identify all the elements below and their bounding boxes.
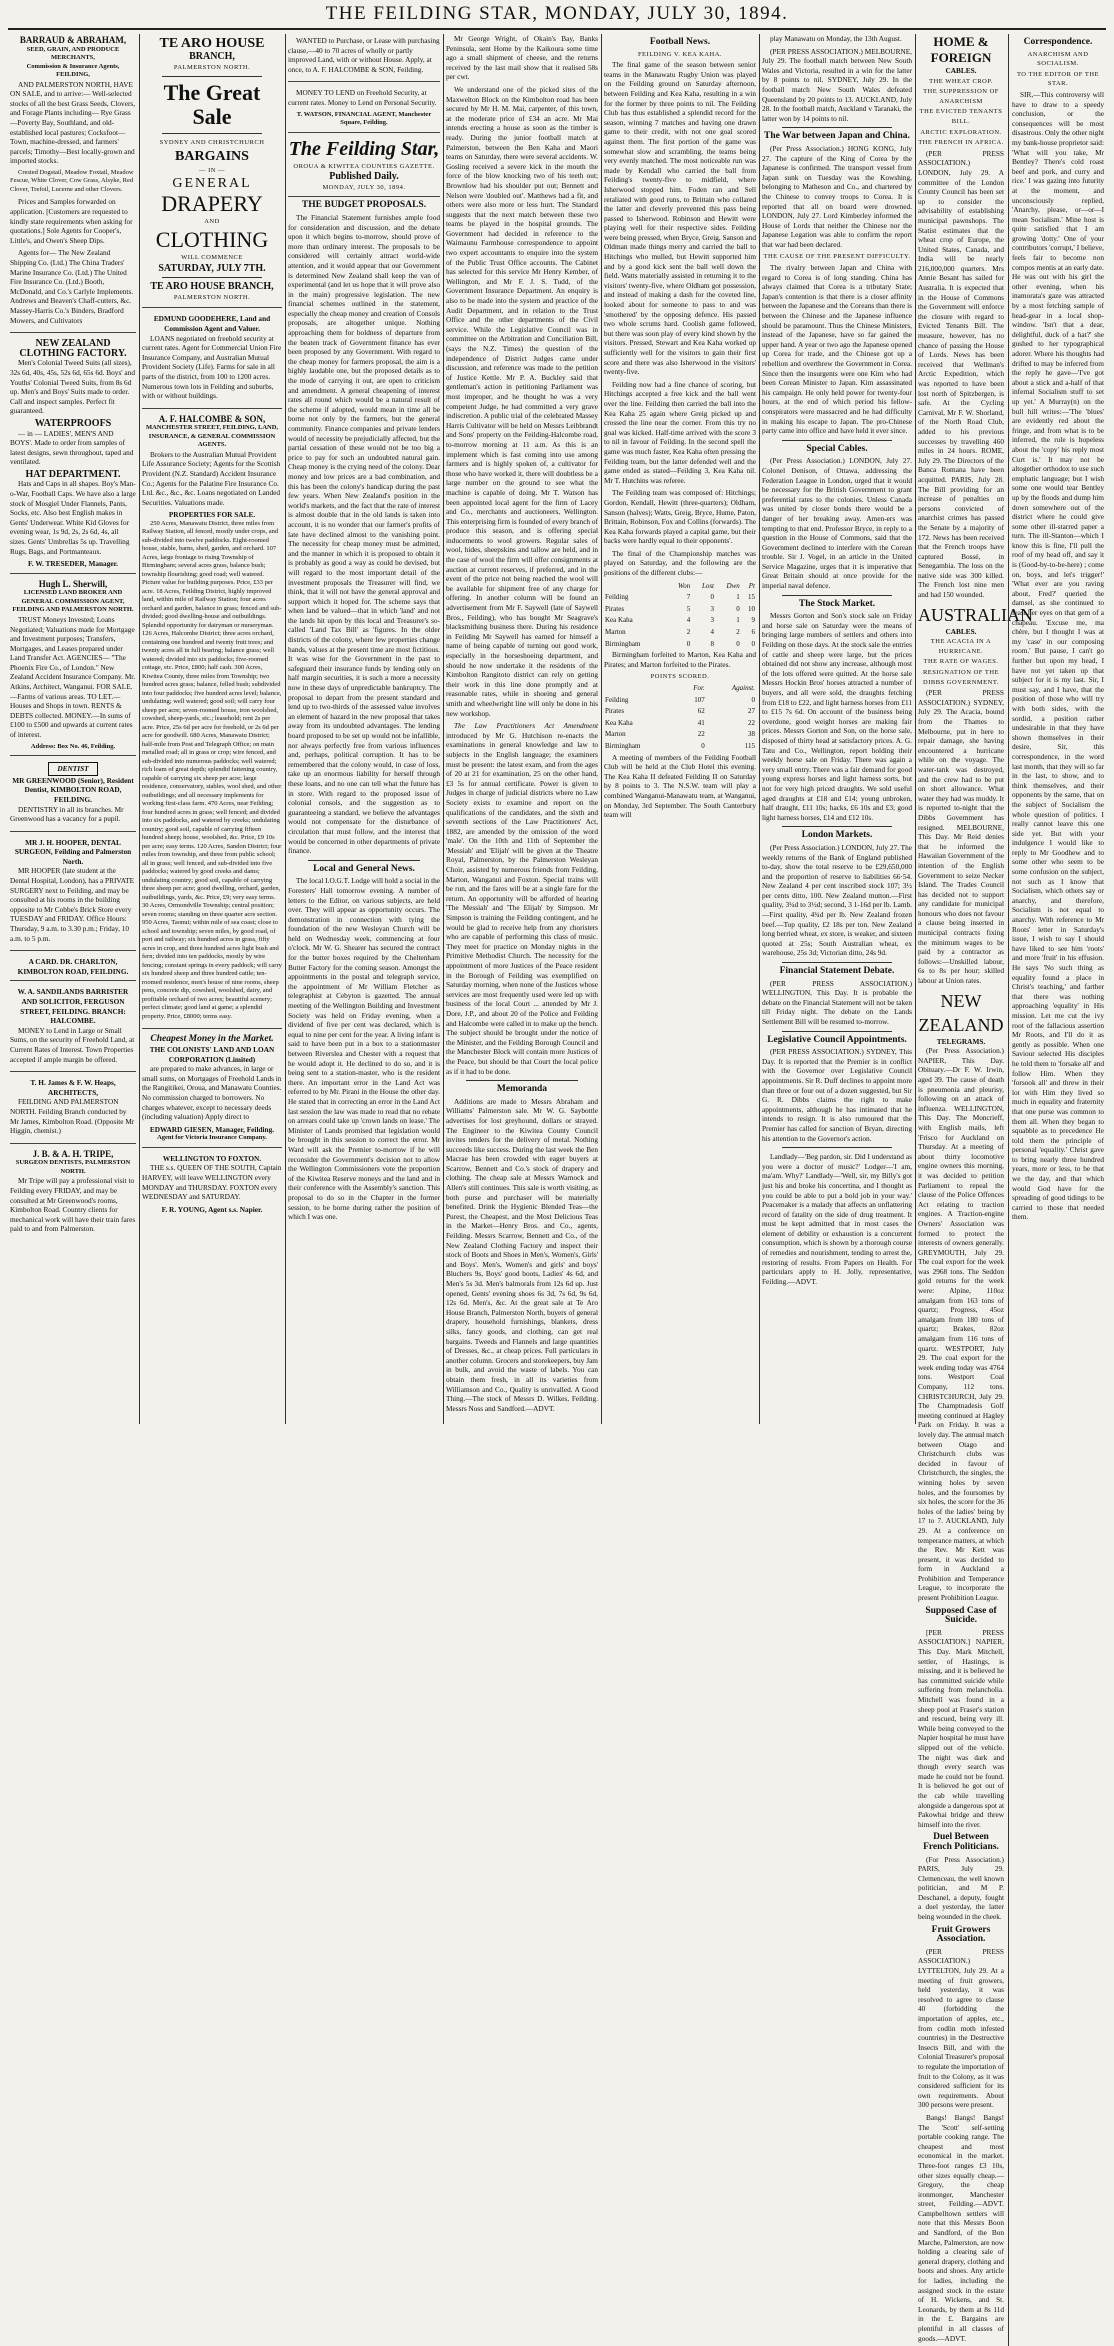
article-headline: Legislative Council Appointments. <box>767 1034 907 1045</box>
section-title: AUSTRALIAN <box>918 604 1033 625</box>
column-divider <box>139 34 140 1424</box>
championship-table-cell: 0 <box>736 639 740 648</box>
points-table-cell: 0 <box>751 695 755 704</box>
divider <box>782 1031 892 1032</box>
article-body: (Per Press Association.) LONDON, July 27. The weekly returns of the Bank of England published to-day, show the total reserve to be £29,650,000 and the proportion of reserve to liabilities 66·54. New Zealand 4 per cent inscribed stock 107; 3½ per cents ditto, 100. New Zealand mutton.—First quality, 3¼d to 3½d; second, 3 1-16d per lb. Lamb.—First quality, 4¾d per lb. New Zealand frozen beef.—Top quality, £2 18s per ton. New Zealand long berried wheat, ex store, is weaker, and sixteen quoted at 25s; South Australian wheat, ex warehouse, 25s 3d; Victorian ditto, 24s 9d. <box>762 842 912 958</box>
ad-subhead: PROPERTIES FOR SALE. <box>168 510 256 520</box>
ad-body: Mr Tripe will pay a professional visit to Feilding every FRIDAY, and may be consulted at Mr Greenwood's rooms, Kimbolton Road. Country clients for mechanical work will have their train fares paid to and from Palmerston. <box>10 1176 136 1234</box>
points-table-cell: 38 <box>748 730 755 739</box>
section-subtitle: CABLES. <box>945 66 977 75</box>
article-body: A meeting of members of the Feilding Football Club will be held at the Club Hotel this evening. The Kea Kaha II defeated Feilding II on Saturday by 8 points to 3. The N.S.W. team will play a combined Wanganui-Manawatu team, at Wanganui, on Monday, 3rd September. The South Canterbury team will <box>604 752 756 820</box>
divider <box>782 962 892 963</box>
article-body: We understand one of the picked sites of the Maxwelton Block on the Kimbolton road has been secured by Mr H. M. Mai, carpenter, of this town, at the moderate price of £34 an acre. Mr Mai intends erecting a house as soon as the timber is ready. During the junior football match at Palmerston, between the Ben Kaha and Maori teams on Saturday, there were several accidents. W. Gosling received a severe kick in the mouth the force of the blow knocking two of his teeth out; Brownlow had his shoulder put out; Bennett and Nelson were 'doubled out'. Matthews had a fit, and others were also more or less hurt. The Standard suggests that the next match between these two teams be played in the hospital grounds. The Government had decided in reference to the Waimaunu Farmhouse correspondence to appoint two expert accountants to enquire into the system of the Public Trust Office accounts. The Cabinet has selected for this service Mr Henry Kember, of Wellington, and Mr F. J. S. Tudd, of the Government Insurance Department. An enquiry is also to be made into the system and practice of the Audit Department, and in relation to the Trust Office and the other departments of the Civil service. While the Legislative Council was in committee on the Arbitration and Conciliation Bill, (says the N.Z. Times) the question of the independence of District Judges came under discussion, and reference was made to the petition of Justice Kettle. Mr P. A. Buckley said that gentleman's action in petitioning Parliament was most improper, and he thought he was a very competent Judge, he had committed a very grave indiscretion. A public trial of the celebrated Massey Harris Cultivator will be held on Messrs Leibbrandt and Sons' property on the Feilding-Halcombe road, to-morrow morning at 11 a.m. As this is an implement which is fast coming into use among farmers and is highly spoken of, a cultivator for those who have worked it, there will doubtless be a large number on the ground to see what the machine is capable of doing. Mr T. Watson has been appointed local agent for the firm of Lacey and Co., merchants and auctioneers, Wellington. This enterprising firm is founded of every branch of produce this season, and is offering special inducements to wool growers. Regular sales of wool, hides, sheepskins and tallow are held, and in the case of wool the firm will offer consignments at auction at current reserves, if preferred, and in the event of the price not being reached the wool will be available for shipment free of any charge for offering. In another column will be found an advertisement from Mr F. Saywell (late of Saywell Bros., Feilding), who has bought Mr Seagrave's blacksmithing business there. During his residence in Feilding Mr Saywell has earned for himself a name of being capable of turning out good work, especially in the horseshoeing department, and should he now undertake it the residents of the Kimbolton Rangitoto district can rely on getting their work in this line done promptly and at reasonable rates, while in shoeing and general smith and wheelwright line will only be done in his new workshop. <box>446 84 598 718</box>
topic-line: THE SUPPRESSION OF ANARCHISM <box>923 88 999 105</box>
ad-line: BARGAINS <box>175 148 249 164</box>
ad-line: AND <box>204 218 220 226</box>
ad-subtitle: MANCHESTER STREET, FEILDING, LAND, INSURANCE, & GENERAL COMMISSION AGENTS. <box>145 424 279 449</box>
article-headline: Fruit Growers Association. <box>931 1924 991 1945</box>
column-divider <box>443 34 444 1424</box>
ad-signature: T. WATSON, FINANCIAL AGENT, Manchester Square, Feilding. <box>296 110 432 127</box>
ad-body: DENTISTRY in all its branches. Mr Greenwood has a vacancy for a pupil. <box>10 804 124 824</box>
article-body: (PER PRESS ASSOCIATION.) MELBOURNE, July 29. The football match between New South Wales and Victoria, resulted in a win for the latter by 8 points to nil. SYDNEY, July 29. In the football match New South Wales defeated Queensland by 20 points to 13. AUCKLAND, July 28. In the football match, Auckland v Taranaki, the latter won by 14 points to nil. <box>762 46 912 123</box>
points-table-cell: Feilding <box>605 695 629 704</box>
championship-table-cell: 2 <box>736 628 740 637</box>
article-body: Landlady—'Beg pardon, sir. Did I understand as you were a doctor of music?' Lodger—'I am, ma'am. Why?' Landlady—'Well, sir, my Billy's got just his and broke his concertina, and I thought as you could be able to put a bold job in your way.' Peacemaker is a malady that affects an unflattering record of fatality on the side of drug treatment. It must be kept admitted that in most cases the element of debility or exhaustion is a concurrent consumption, which is shown by a thorough course of remedies and nourishment, tending to arrest the, restoring of results. From Papers on Health. For particulars apply to H. Jolly, representative, Feilding.—ADVT. <box>762 1152 912 1286</box>
ad-subtitle: LICENSED LAND BROKER AND GENERAL COMMISSION AGENT, FEILDING AND PALMERSTON NORTH. <box>12 589 134 614</box>
ad-tripe <box>10 1148 136 1241</box>
article-subhead: ANARCHISM AND SOCIALISM. <box>1027 50 1089 68</box>
column-5 <box>604 34 756 1424</box>
article-headline: Correspondence. <box>1023 37 1093 47</box>
points-table-cell: 107 <box>694 695 705 704</box>
article-subhead: FEILDING V. KEA KAHA. <box>637 50 723 58</box>
ad-subtitle: SEED, GRAIN, AND PRODUCE MERCHANTS, <box>26 45 120 62</box>
championship-table <box>604 581 756 651</box>
ad-body: MR HOOPER (late student at the Dental Hospital, London), has a PRIVATE SURGERY next to Feilding, and may be consulted at his rooms in the building opposite to Mr Cobbe's Brick Store every TUESDAY and FRIDAY. Office Hours: Thursday, 9 a.m. to 3.30 p.m.; Friday, 10 a.m. to 5 p.m. <box>10 866 135 943</box>
points-table-cell: 27 <box>748 707 755 716</box>
ad-line: CLOTHING <box>155 226 269 252</box>
points-table-cell: 115 <box>744 741 755 750</box>
points-table-cell: 41 <box>697 718 705 727</box>
ad-goodehere <box>142 312 282 408</box>
topic-line: ARCTIC EXPLORATION. <box>920 128 1002 136</box>
column-divider <box>285 34 286 1424</box>
ad-body: TRUST Moneys Invested; Loans Negotiated; Valuations made for Mortgage and Investment purposes; Transfers, Mortgages, and Leases prepared under Land Transfer Act. AGENCIES— "The Phoenix Fire Co., of London." New Zealand Accident Insurance Company. Mr. Atkins, Architect, Wanganui. FOR SALE.—Farms of various areas. TO LET.—Houses and Shops in town. RENTS & DEBTS collected. MONEY.—In sums of £100 to £500 and upwards at current rates of interest. <box>10 614 136 740</box>
ad-title: T. H. James & F. W. Heaps, ARCHITECTS, <box>30 1078 116 1097</box>
championship-table-header-cell: Dwn <box>726 581 740 590</box>
championship-table-cell: 10 <box>748 604 755 613</box>
ad-body: Men's Colonial Tweed Suits (all sizes), 32s 6d, 40s, 45s, 52s 6d, 65s 6d. Boys' and Youths' Colonial Tweed Suits, from 8s 6d up. Men's and Boys' Suits made to order. Call and inspect samples. Perfect fit guaranteed. <box>10 358 135 416</box>
article-body: Birmingham forfeited to Marton, Kea Kaha and Pirates; and Marton forfeited to the Pirates. <box>604 650 756 669</box>
points-table-header-cell <box>604 683 679 695</box>
article-headline: Football News. <box>649 37 711 47</box>
ad-body: MONEY to Lend in Large or Small Sums, on the security of Freehold Land, at Current Rates of Interest. Town Properties accepted if ample margin be offered. <box>10 1025 135 1064</box>
championship-table-cell: Feilding <box>605 593 629 602</box>
article-headline: Local and General News. <box>313 863 415 874</box>
points-table-row <box>604 695 756 707</box>
points-table-row <box>604 718 756 730</box>
championship-table-cell: 7 <box>686 593 691 602</box>
topic-line: THE FRENCH IN AFRICA. <box>918 139 1004 147</box>
ad-queen-of-south <box>142 1152 282 1219</box>
divider <box>782 1147 892 1148</box>
column-2 <box>142 34 282 1424</box>
dentist-logo: DENTIST <box>48 762 97 776</box>
championship-table-header-cell: Lost <box>701 581 714 590</box>
divider <box>782 440 892 441</box>
ad-barraud <box>10 34 136 333</box>
championship-table-cell: 15 <box>748 593 755 602</box>
column-divider <box>759 34 760 1424</box>
column-6 <box>762 34 912 1424</box>
ad-sandilands <box>10 985 136 1072</box>
championship-table-header-cell <box>604 581 667 593</box>
ad-body: Brokers to the Australian Mutual Provident Life Assurance Society; Agents for the Scottish Provident (N.Z. Standard) Accident Insurance Co.; Agents for the Palatine Fire Insurance Co. Ltd. &c., &c., &c. Loans negotiated on Landed Securities. Valuations made. <box>142 449 281 507</box>
article-headline: The Stock Market. <box>798 598 876 609</box>
column-divider <box>601 34 602 1424</box>
championship-table-cell: 0 <box>736 604 740 613</box>
section-subtitle: CABLES. <box>945 626 977 636</box>
championship-table-cell: 1 <box>736 616 740 625</box>
ad-body: are prepared to make advances, in large or small sums, on Mortgages of Freehold Lands in the Rangitikei, Oroua, and Manawatu Counties. No commission charged to borrowers. No charges whatever, except to necessary deeds (including valuation) Apply direct to <box>142 1064 282 1122</box>
article-body: SIR,—This controversy will have to draw to a speedy conclusion, or the consequences will be most disastrous. Only the other night my bank-house proprietor said: 'What will you take, Mr Bentley? There's cold roast beef and pork, and curry and rice.' I was gazing into futurity at the moment, and unconsciously replied, 'Anarchy, please, or—or—I mean Socialism.' Mine host is quite satisfied that I am growing 'dotty.' One of your contributors 'corrupt,' I believe, feels fair to become non compos mentis at an early date. He was out with his girl the other evening, when his inamorata's gaze was attracted by a most fetching sample of head-gear in a local shop-window. 'Isn't that a dear, delightful, duck of a hat?' she gushed to her typographical adorer. Where his thoughts had drifted to may be inferred from the reply he gave—'I've got about a stick and a-half of that infernal Socialism stuff to set up yet.' A Murray(n) on the bull hill writes:—'The 'blues' are evidently red about the fringe, and from what is to be inferred, the rule is hopeless about the 'copy' his reply most Curt is.' It may not be altogether orthodox to use such emphatic language; but I wish some one would tear Bentley up by the floods and dump him down somewhere out of the district where he could give some other ill-starred paper a turn. The ill-Stanton—which I know this is fine, I'll pull the roof of my head off, and say it is (Good-by-to-be-here) ; come on, boys, and let's trigger!' 'What ever are you raving about, Fred?' queried the damsel, as she continued to feast her eyes on that gem of a chapeau. 'Excuse me, ma chère, but I thought I was at my 'case' in our composing room.' But pause, I can't go further but upon my head, I have not yet taken up that subject for it is my last. Sir, I must say, and I have, that the position of those who will try with both sides, with the sordid, a position rather undesirable in that they have shown themselves in their desire, Sir, this correspondence, in the word last month, that they will so far in the last, to show, and to think themselves, and their opponents by the same, that on the subject of Socialism the whole question of politics. I really cannot leave this one side yet. But with your indulgence I would like to reply to Mr Goodhew and to some other who seem to be some confusion on the subject, not such as I know that Socialism, which others say or anarchy, and therefore, Socialism is not equal to anarchy. With reference to Mr Roots' letter in Saturday's issue, I wish to say I should have liked to see him 'roots' and more 'fruit' in his effusion. He says 'No such thing as equality found a place in Christ's teaching,' and farther that there was nothing approaching 'equality' in His mission. Let me cut the ivy root of the fallacious assertion Mr Roots, and I'll do it as gently as possible. When one Saviour selected His disciples he told them to 'forsake all' and follow Him. When they 'forsook all' and threw in their lot with Him they lived so much in equality and fraternity that one purse was common to them all. When they began to squabble as to precedence He told them the principle of personal 'equality.' Christ gave to bring nearly three hundred years, more or less, to be that we the day, and that which would God have for the spreading of good tidings to be carried to those that needed them. <box>1012 89 1104 1222</box>
article-body: Bangs! Bangs! Bangs! The 'Scott' self-setting portable cooking range. The cheapest and most economical in the market. Three-foot ranges £3 10s, other sizes equally cheap.—Gregory, the cheap ironmonger, Manchester street, Feilding.—ADVT. Campbelltown settlers will note that this Messrs Boon and Sandford, of the Bon Marche, Palmerston, are now holding a clearing sale of general drapery, clothing and boots and shoes. Any article for ladies, including the assigned stock in the estate of H. Wickens, and St. Leonards, by them at 8s 11d in the £. Bargains are plentiful in all classes of goods.—ADVT. <box>918 2112 1004 2343</box>
article-body: Additions are made to Messrs Abraham and Williams' Palmerston sale. Mr W. G. Saybottle advertises for lost greyhound, dollars or strayed. The Engineer to the Kiwitea County Council invites tenders for the delivery of metal. Nothing succeeds like success. During the last week the Ben Macrae has been crowded with eager buyers at Scarrow, Bennett and Co.'s stock of drapery and clothing. The cheap sale at Messrs Warnock and Allen's still continues. This sale is worth visiting, as both purse and purchaser will be materially benefited. Drink the Hygienic Blended Teas—the Purest, the Cheapest, and the Most Delicious Teas in the Market—Henry Bros. and Co., agents, Feilding. Messrs Scarrow, Bennett and Co., of the New Zealand Clothing Factory and inspect their stock of Boots and Shoes in Men's, Women's, Girls' and Boys'. Men's, Women's and girls' and boys' Bluchers 9s, Boys' good boots, Ladies' 4s 6d, and Men's 5s 3d. Men's balmorals from 12s 6d up. Just opened, Gents' evening shoes 6s 3d, 7s 6d, 9s 6d, 12s 6d. Men's, &c. At the great sale at Te Aro House Branch, Palmerston North, buyers of general drapery, household furnishings, blankets, dress silks, fancy goods, and clothing, can get real bargains. Tweeds and Flannels and large quantities of Dresses, &c., at cheap prices. Full particulars in another column. Grocers and storekeepers, buy Jam in bulk, and avoid the waste of labels. You can obtain them fresh, in all its varieties from Williamson and Co., Quality is unrivalled. A Good Thing.—The stock of Messrs D. Wilkes, Feilding. Messrs Noss and Sandford.—ADVT. <box>446 1096 598 1413</box>
ad-title: A CARD. DR. CHARLTON, KIMBOLTON ROAD, FEILDING. <box>17 957 129 976</box>
section-title: NEW ZEALAND <box>918 990 1004 1035</box>
divider <box>162 133 262 134</box>
championship-table-header-cell: Pt <box>748 581 755 590</box>
ad-line: — IN — <box>198 166 226 174</box>
topic-line: THE EVICTED TENANTS BILL. <box>919 108 1003 125</box>
championship-table-cell: 8 <box>710 639 714 648</box>
article-headline: The War between Japan and China. <box>764 131 910 142</box>
divider <box>162 277 262 278</box>
ad-greenwood <box>10 760 136 832</box>
ad-body: — in — LADIES', MEN'S AND BOYS'. Made to order from samples of latest designs, sewn throughout, taped and ventilated. <box>10 428 134 467</box>
ad-line: TE ARO HOUSE BRANCH, <box>150 281 274 293</box>
paper-date: MONDAY, JULY 30, 1894. <box>322 183 406 191</box>
column-4 <box>446 34 598 1424</box>
column-7 <box>918 34 1104 2343</box>
article-body: (Per Press Association.) HONG KONG, July 27. The capture of the King of Corea by the Japanese is confirmed. The transport vessel from Japan sunk on Tuesday was the Kowshing, belonging to Matheson and Co., and chartered by the Chinese to convey troops to Corea. It is reported that all on board were drowned. LONDON, July 27. Lord Kimberley informed the House of Lords that neither the Chinese nor the Japanese Legation was able to confirm the report that war had been declared. <box>762 143 912 249</box>
ad-subtitle: BRANCH, <box>189 51 235 62</box>
ad-halcombe <box>142 413 282 1030</box>
championship-table-cell: 0 <box>686 639 691 648</box>
masthead-title: THE FEILDING STAR, MONDAY, JULY 30, 1894. <box>325 3 789 24</box>
article-body: (PER PRESS ASSOCIATION.) LONDON, July 29. A committee of the London County Council has been set up to consider the advisability of establishing municipal pawnshops. The Statist estimates that the wheat crop of Europe, the United States, Canada, and India will be nearly 216,000,000 quarters. Mrs Annie Besant has sailed for Australia. It is expected that in the House of Commons the Government will enforce the closure with regard to Evicted Tenants Bill. The measure, however, has no chance of passing the House of Lords. News has been received that Wellman's Arctic Expedition, which was reported to have been lost north of Spitzbergen, is safe. At the Cycling Carnival, Mr F. W. Shorland, of the North Road Club, added to his previous successes by travelling 460 miles in 24 hours. ROME, July 29. The Directors of the Banca Romana have been acquitted. PARIS, July 28. The Bill providing for an increase of penalties on persons convicted of anarchist crimes has passed the Senate by a majority of 172. News has been received that the French troops have captured Bossé, in Senegambia. The loss on the native side was 300 killed. The French lost nine men and had 150 wounded. <box>918 148 1004 600</box>
ad-line: GENERAL <box>172 176 252 192</box>
ad-subtitle: Commission & Insurance Agents, FEILDING, <box>26 62 120 79</box>
article-subhead: TO THE EDITOR OF THE STAR. <box>1016 70 1100 88</box>
article-subhead: THE CAUSE OF THE PRESENT DIFFICULTY. <box>763 253 911 261</box>
ad-body: 250 Acres, Manawatu District, three miles from Railway Station, all fenced, mostly under crops, and sub-divided into twelve paddocks. Eight-roomed house, stable, barns, shed, garden, and orchard. 107 Acres, large frontage to rising Township of Birmingham; several acres grass, balance bush; township flourishing; good road; well watered. Picture value for building purposes. Price, £33 per acre. 18 Acres, Feilding District, highly improved land, within mile of Railway Station; four acres orchard and garden, balance in grass; fenced and sub-divided; good dwelling-house and outbuildings. Splendid opportunity for dairyman or nurseryman. 126 Acres, Halcombe District; three acres orchard, containing one hundred and twenty fruit trees; and twenty acres all in full bearing; balance grass; well watered; divided into six paddocks; five-roomed cottage, etc. Price, £800; half cash. 300 Acres, Kiwitea County, three miles from Township; two hundred acres grass; balance, felled bush; subdivided into four paddocks; five hundred acres level; balance, undulating; well watered; good soil; will carry four sheep per acre; seven-roomed house, iron woolshed, cowshed, sheep-yards, etc.; leasehold; rent 2s per acre. Price, 25s 6d per acre for freehold, or 2s 6d per acre for goodwill. 680 Acres, Manawatu District; half-mile from Post and Telegraph Office; on main metalled road; all in grass or crop; wire fenced, and sub-divided into numerous paddocks; well watered; rich loam of great depth; splendid fattening country, capable of carrying six sheep per acre; large residence, conservatory, stables, wool shed, and other outbuildings; and all necessary implements for working first-class farm. 470 Acres, near Feilding; four hundred acres in grass; well fenced; and divided into six paddocks, and watered by creeks; undulating country; good soil, capable of carrying fifteen hundred sheep; house, woolshed, &c. Price, £9 10s per acre; easy terms. 120 Acres, Sandon District; four miles from township, and three from public school; all in grass; well fenced, and sub-divided into five paddocks; watered by good creeks and dams; undulating country; good soil, capable of carrying three sheep per acre; good dwelling, orchard, garden, outbuildings, yards, &c. Price, £9; very easy terms. 30 Acres, Ormondville Township; central position; seven rooms; standing on three quarter acre section. 950 Acres, Taonui; within mile of sea coast; close to school and township; seven miles, by good road, of port and railway; six hundred acres in grass, fifty acres in crop, and three hundred acres light bush and fern; divided into ten paddocks, mostly by wire fencing; constant springs in every paddock; will carry six hundred sheep and three hundred cattle; ten-roomed residence, men's house of nine rooms, sheep pens, concrete dip, cowshed, woolshed, dairy, and profitable orchard of two acres; beautiful scenery; perfect climate; good land at game; a splendid property. Price, £8000; terms easy. <box>142 519 282 1020</box>
championship-table-row <box>604 639 756 651</box>
ad-watson <box>288 86 440 132</box>
ad-body: Agents for— The New Zealand Shipping Co. (Ltd.) The China Traders' Marine Insurance Co. (Ltd.) The United Fire Insurance Co. (Ltd.) Booth, McDonald, and Co.'s Carlyle Implements. Andrews and Beaven's Chaff-cutters, &c. Massey-Harris Co.'s Binders, Bradford Mowers, and Cultivators <box>10 248 134 325</box>
article-body: Messrs Gorton and Son's stock sale on Friday and horse sale on Saturday were the means of bringing large numbers of settlers and others into Feilding on those days. At the stock sale the entries of cattle and sheep were large, but the prices obtained did not show any increase, although most of the lots offered were quitted. At the horse sale Messrs Hockin Bros' horses attracted a number of buyers, and all were sold, the draughts fetching from £18 to £22, and light harness horses from £11 to £15 7s 6d. On account of the business being overdone, good weight horses are making fair prices. Messrs Gorton and Son, on the horse sale, disposed of thirty head at satisfactory prices. A. G. Tatu and Co., Wellington, report holding their weekly horse sale on Friday. There was again a very small entry. There was a fair demand for good young express horses and light harness sorts, but not for very high priced draughts. We sold useful aged draughts at £18 and £14; young unbroken, half draught, £11 10s; hacks, £6 10s and £3; good light harness horses, £14 and £12 10s. <box>762 611 912 822</box>
paper-subtitle: OROUA & KIWITEA COUNTIES GAZETTE. <box>293 162 435 170</box>
ad-title: NEW ZEALAND CLOTHING FACTORY. <box>19 338 127 359</box>
article-body: (PER PRESS ASSOCIATION.) WELLINGTON, This Day. It is probable the debate on the Financial Statement will not be taken till Friday night. The debate on the Lands Settlement Bill will be resumed to-morrow. <box>762 978 912 1026</box>
points-table-header-cell: For. <box>693 684 705 692</box>
article-body: The local I.O.G.T. Lodge will hold a social in the Foresters' Hall tomorrow evening. A number of letters to the Editor, on various subjects, are held over. They will appear as opportunity occurs. The demonstration in connection with tying the foundation of the new Wesleyan Church will be held on Wednesday week, commencing at four o'clock. Mr W. G. Shearer has secured the contract for the butter boxes required by the Cheltenham Butter Factory for the coming season. Amongst the appointments in the postal and telegraph service, the appointment of Mr William Fletcher as telegraphist at Cebyton is gazetted. The annual meeting of the Wellington Building and Investment Society was held on Friday evening, when a dividend of five per cent was declared, which is equal to nine per cent for the year. A living infant is said to have been put in a box to a stationmaster between Riverslea and Chester with a request that he would adopt it. He declined to do so, and it is being sent to a station-master, who is the resident there. An important error in the Land Act was referred to by Mr. Pirani in the House the other day. He stated that in correcting an error in the Land Act last session the law was made to read that no rebate on arrears could take up 'crown lands on lease.' The Minister of Lands promised that legislation would be brought in this session to correct the error. Mr Ward will ask the Premier to-morrow if he will reconsider the Government's decision not to allow the Wellington Commissioners vote the proportion of the Kiwitea Reserve moneys and the land and in their conference with the Assembly's sanction. This proposal to do so in the Chapter in the former session, to be borne during rather the position of which I was one. <box>288 876 440 1222</box>
ad-signature: F. W. TRESEDER, Manager. <box>28 559 118 569</box>
article-body: The Feilding team was composed of: Hitchings; Gordon, Kendall, Hewitt (three-quarters); Oldham, Sanson (halves); Watts, Greig, Bryce, Hume, Paton, Brittain, Robinson, Fox and Collins (forwards). The Kea Kaha forwards played a capital game, but their backs were hardly equal to their opponents'. <box>604 488 756 546</box>
ad-title: J. B. & A. H. TRIPE, <box>32 1148 114 1159</box>
championship-table-cell: Pirates <box>605 604 625 613</box>
championship-table-row <box>604 592 756 604</box>
ad-title: W. A. SANDILANDS BARRISTER AND SOLICITOR, FERGUSON STREET, FEILDING. BRANCH: HALCOMBE. <box>17 987 129 1026</box>
ad-headline: The Great Sale <box>163 80 261 130</box>
ad-line: SYDNEY AND CHRISTCHURCH <box>159 139 265 147</box>
section-title: HOME & FOREIGN <box>930 34 992 65</box>
ad-hooper <box>10 836 136 952</box>
points-table-cell: Birmingham <box>605 741 641 750</box>
ad-wanted <box>288 34 440 82</box>
article-headline: Special Cables. <box>806 443 868 454</box>
championship-table-cell: 5 <box>686 604 691 613</box>
ad-note: Agent for Victoria Insurance Company. <box>157 1134 267 1142</box>
article-headline: Supposed Case of Suicide. <box>925 1605 997 1626</box>
ad-title: WATERPROOFS <box>34 417 112 429</box>
ad-title: HAT DEPARTMENT. <box>25 468 121 480</box>
ad-body: THE s.s. QUEEN OF THE SOUTH, Captain HARVEY, will leave WELLINGTON every MONDAY and THURSDAY. FOXTON every WEDNESDAY and SATURDAY. <box>142 1163 282 1202</box>
championship-table-cell: 4 <box>710 628 714 637</box>
ad-title: THE COLONISTS' LAND AND LOAN CORPORATION (Limited) <box>149 1045 275 1064</box>
ad-title: MR GREENWOOD (Senior), Resident Dentist, KIMBOLTON ROAD, FEILDING. <box>12 775 134 804</box>
points-table-header-cell: Against. <box>731 684 755 692</box>
points-table-cell: 0 <box>701 741 705 750</box>
points-table-cell: Kea Kaha <box>605 718 633 727</box>
topic-line: THE RATE OF WAGES. <box>923 658 999 666</box>
inline-heading: The Law Practitioners Act Amendment <box>454 721 598 731</box>
points-table-cell: Pirates <box>605 707 625 716</box>
article-headline: Duel Between French Politicians. <box>923 1832 999 1852</box>
ad-title: WELLINGTON TO FOXTON. <box>162 1153 262 1163</box>
points-table-cell: 22 <box>748 718 755 727</box>
ad-headline: Cheapest Money in the Market. <box>150 1034 274 1045</box>
topic-line: THE WHEAT CROP. <box>929 77 993 85</box>
ad-charlton <box>10 955 136 981</box>
ad-title: A. F. HALCOMBE & SON, <box>158 413 266 424</box>
ad-te-aro-house <box>142 34 282 308</box>
ad-body: Prices and Samples forwarded on application. [Customers are requested to kindly state requirements when asking for quotations.] Sole Agents for Cooper's, Little's, and Owen's Sheep Dips. <box>10 197 133 245</box>
article-body: (Per Press Association.) LONDON, July 27. Colonel Denison, of Ottawa, addressing the Federation League in London, urged that it would be necessary for the British Government to grant preferential rates to the colonies. Unless Canada was united by closer bonds there would be a danger of her breaking away. Amen-ers was tempting to that end. Professor Bryce, in reply to a question in the House of Commons, said that the Government declined to interfere with the Corean trouble. Sir J. Vogel, in an article in the United Service Magazine, urges that it is imperative that Great Britain should at once provide for the imperial naval defence. <box>762 456 912 591</box>
divider <box>466 1080 578 1081</box>
championship-table-cell: 0 <box>751 639 755 648</box>
divider <box>782 826 892 827</box>
championship-table-cell: 4 <box>686 616 691 625</box>
championship-table-header-cell: Won <box>678 581 691 590</box>
points-table-row <box>604 741 756 753</box>
article-body: (PER PRESS ASSOCIATION.) LYTTELTON, July 29. At a meeting of fruit growers, held yesterday, it was resolved to agree to clause 40 (forbidding the importation of apples, etc., from codlin moth infested countries) in the Destructive Insects Bill, and with the Colonial Treasurer's proposal to regulate the importation of fruit to the Colony, as it was considered sufficient for its own requirements. About 300 persons were present. <box>918 1946 1004 2110</box>
championship-table-cell: 2 <box>686 628 691 637</box>
ad-body: WANTED to Purchase, or Lease with purchasing clause,—40 to 70 acres of wholly or partly improved Land, with or without House. Apply, at once, to A. F. HALCOMBE & SON, Feilding. <box>288 36 440 74</box>
divider <box>308 860 420 861</box>
championship-table-cell: 9 <box>751 616 755 625</box>
topic-line: THE ACACIA IN A HURRICANE. <box>930 638 992 655</box>
cables-column <box>918 34 1033 2346</box>
article-headline: London Markets. <box>801 830 873 841</box>
correspondence-column <box>1008 34 1104 2346</box>
championship-table-row <box>604 604 756 616</box>
points-table-row <box>604 729 756 741</box>
ad-address: Address: Box No. 46, Feilding. <box>30 742 116 750</box>
ad-list: Crested Dogstail, Meadow Foxtail, Meadow Fescue, White Clover, Cow Grass, Alsyke, Red Clover, Trefoil, Lucerne and other Clovers. <box>10 168 134 193</box>
article-body: The final of the Championship matches was played on Saturday, and the following are the positions of the different clubs:— <box>604 548 756 578</box>
ad-body: MONEY TO LEND on Freehold Security, at current rates. Money to Lend on Personal Security. <box>288 88 437 107</box>
col7-top <box>918 34 1104 2346</box>
championship-table-cell: 6 <box>751 628 755 637</box>
championship-table-cell: Marton <box>605 628 626 637</box>
ad-line: SATURDAY, JULY 7TH. <box>158 262 266 274</box>
article-body: The rivalry between Japan and China with regard to Corea is of long standing. China has always claimed that Corea is a tributary State; Japan's contention is that there is a closer affinity between the Japanese and the Coreans than there is between the Chinese and the Japanese influence should be paramount. Thus the Chinese Ministers, instead of the Japanese, have so far gained the upper hand. A year or two ago the Japanese opened up Corea for trade, and the Chinese got up a rebellion and overthrew the Government in Corea. Since then the insurgents were one Kim who had been Corean Minister to Japan. Kim assassinated his campaign. He only held power for twenty-four hours, at the end of which period his fellow-conspirators were massacred and he had difficulty in making his escape to Japan. The pro-Chinese party came into office and have held it ever since. <box>762 263 912 436</box>
ad-title: EDMUND GOODEHERE, Land and Commission Agent and Valuer. <box>153 314 271 333</box>
ad-sherwill <box>10 578 136 756</box>
divider <box>782 595 892 596</box>
article-body: (Per Press Association.) NAPIER, This Day. Obituary.—Dr F. W. Irwin, aged 39. The cause of death is pneumonia and pleurisy, following on an attack of influenza. WELLINGTON, This Day. The Moncrieff, with English mails, left 'Frisco for Auckland on Thursday. At a meeting of about thirty locomotive engine owners this morning, it was decided to petition Parliament to repeal the clause of the Police Offences Act relating to traction engines. A Traction-engine Owners' Association was formed to protect the interests of owners generally. GREYMOUTH, July 29. The coal export for the week was 2968 tons. The Seddon gold returns for the week were: Alpine, 110oz amalgam from 163 tons of quartz; Progress, 45oz amalgam from 180 tons of quartz; Brakes, 82oz amalgam from 116 tons of quartz. WESTPORT, July 29. The coal export for the week ending today was 4764 tons. Westport Coal Company, 112 tons. CHRISTCHURCH, July 29. The Champtnadesis Golf meeting continued at Hagley Park on Friday. It was a lovely day. The annual match between Otago and Christchurch clubs was decided in favour of Christchurch, the singles, the winning holes by seven holes, and the foursomes by six holes, the score for the 36 holes of the ladies' being by 17 to 7. AUCKLAND, July 29. At a conference on temperance matters, at which the Rev. Mr Kett was present, it was decided to form in Auckland a Prohibition and Temperance League, to incorporate the present Prohibition League. <box>918 1046 1004 1603</box>
column-1 <box>10 34 136 1424</box>
paper-title: The Feilding Star, <box>288 137 440 160</box>
ad-subtitle: SURGEON DENTISTS, PALMERSTON NORTH. <box>15 1159 131 1175</box>
ad-line: DRAPERY <box>161 191 263 217</box>
divider <box>782 127 892 128</box>
paper-frequency: Published Daily. <box>329 171 399 183</box>
championship-table-header-row <box>604 581 756 593</box>
ad-title: BARRAUD & ABRAHAM, <box>19 35 127 45</box>
championship-table-cell: 1 <box>736 593 740 602</box>
points-table <box>604 683 756 753</box>
ad-colonists <box>142 1033 282 1147</box>
column-3 <box>288 34 440 1424</box>
ad-body: AND PALMERSTON NORTH, HAVE ON SALE, and to arrive:— Well-selected stocks of all the best Grass Seeds, Clovers, and Forage Plants including— Rye Grass—Poverty Bay, Southland, and old-established local pastures; Cocksfoot—Town, machine-dressed, and farmers' parcels; Timothy—Best locally-grown and imported stocks. <box>10 79 136 166</box>
article-headline: THE BUDGET PROPOSALS. <box>301 200 427 211</box>
ad-signature: EDWARD GIESEN, Manager, Feilding. <box>149 1124 275 1134</box>
championship-table-cell: 0 <box>710 593 714 602</box>
ad-body: Hats and Caps in all shapes. Boy's Man-o-War, Football Caps. We have also a large stock of Mosgiel Under Flannels, Pants, Socks, etc. Also best English makes in Gents' Underwear. White Kid Gloves for evening wear, 1s 9d, 2s, 2s 6d, 4s, all sizes. Gents' Umbrellas 5s up. Travelling Rugs, Bags, and Portmanteaux. <box>10 479 136 556</box>
ad-line: PALMERSTON NORTH. <box>173 293 251 301</box>
points-table-cell: Marton <box>605 730 626 739</box>
points-table-row <box>604 706 756 718</box>
ad-title: MR J. H. HOOPER, DENTAL SURGEON, Feilding and Palmerston North. <box>14 837 132 866</box>
article-text: introduced by Mr G. Hutchison re-enacts the examinations in general knowledge and law to subjects in the English language; the examiners must be present: the latest exam, and from the ages of 20 at 21 for examination, 25 on the other hand, £3 5s for annual certificate. Power is given to Judges in charge of judicial districts where no Law Society exists to examine and report on the qualifications of the candidates, and the sixth and seventh sections of the Law Practitioners' Act, 1882, are amended by the omission of the word 'male'. On the 10th and 11th of September the 'Messiah' and 'Elijah' will be given at the Theatre Royal, Palmerston, by the Palmerston Wesleyan Choir, assisted by numerous friends from Feilding, Marton, Wanganui and Foxton. Special trains will be run, and the fares will be at a single fare for the return. An opportunity will be afforded of hearing 'The Messiah' and 'The Elijah' by Simpson. Mr Simpson is training the Feilding contingent, and he would be glad to receive help from any choristers who are capable of performing this class of music. They meet for practice on Monday nights in the Primitive Methodist Church. The necessity for the appointment of more Justices of the Peace resident in the Borough of Feilding was exemplified on Saturday morning, when none of the Justices whose services are most frequently used were led up with business of the local Court ... attended by Mr J. Dore, J.P., and about 20 of the Police and Feilding and Halcombe were called in to make up the bench. The subject should be brought under the notice of the Minister, and the Feilding Borough Council and the Manchester Block will contain more Justices of the Peace, but should be that Court the local police as if it had to be done. <box>446 730 598 1076</box>
ad-body: FEILDING AND PALMERSTON NORTH. Feilding Branch conducted by Mr James, Kimbolton Road. (Opposite Mr Higgin, chemist.) <box>10 1097 135 1136</box>
paper-nameplate <box>288 137 440 198</box>
article-body: The Financial Statement furnishes ample food for consideration and discussion, and the debate upon it which begins to-morrow, should prove of more than ordinary interest. The proposals to be considered will certainly attract world-wide attention, and it would appear that our Government is determined New Zealand shall keep the van of experimental (and let us hope that it will prove also in the main) progressive legislation. The new financial schemes outlined in the statement, especially the cheap money and creation of Consols proposals, are altogether unique. Nothing approaching them for boldness of departure from the beaten track of Government finance has ever been proposed by any Government. With regard to the cheap money for farmers proposal, the aim is a highly laudable one, but the proposed details as to the mode of carrying it out, are open to criticism and amendment. A general cheapening of interest rates all round which would be a natural result of the scheme if adopted, would mean in time all be borne not only by the farmers, but the general community. Finance companies and private lenders would of necessity be prejudicially affected, but the partial cessation of these would not be too big a price to pay for such an undoubted natural gain. Cheap money is the crying need of the colony. Dear money and low prices are a bad combination, and this has been the colony's handicap during the past few years. When New Zealand's position in the world's markets, and the fact that the rate of interest is almost double that in the old lands is taken into account, it is no wonder that our farmer's profits of late have declined almost to the vanishing point. The necessity for cheap money must be admitted, and the manner in which it is proposed to obtain it is probably as good a way as could be devised, but will regard to the most important detail of the investment proposals the Treasurer will find, we think, that it will not have the general approval and support which it hoped for. The scheme says that when land be valued—that in which 'land' and not the lands hit upon by this local and Treasurer's so-called 'Land Tax Bill' as 'figures. In the older districts of the colony, where few properties change hands, values at the present time are most fictitious. It was wise for the Government in the past to safeguard their insurance funds by lending only on half margin securities, it is such a more a necessity now in these days of unpredictable bankruptcy. The proposal to depart from the present standard and lend up to two-thirds of the assessed value involves an element of hazard in the new proposal that takes away from its undoubted advantages. The lending board proposed to be set up would not be infallible, nor always perfectly free from various influences and, perhaps, political corruption. It has to be remembered that the colony would, in case of loss, take up an enormous liability for herself through these loans, and no one can tell what the future has in store. With regard to the proposed issue of colonial consols, and the suggestion as to guaranteeing a standard, we believe the advantages would not compensate for the disturbance of circulation that must follow, and the interest that would be concerned in other departments of private finance. <box>288 212 440 856</box>
section-subtitle: TELEGRAMS. <box>936 1036 986 1046</box>
ad-title: Hugh L. Sherwill, <box>38 578 108 589</box>
points-table-cell: 62 <box>697 707 705 716</box>
championship-table-cell: Kea Kaha <box>605 616 633 625</box>
table-title: POINTS SCORED. <box>650 673 710 681</box>
article-body <box>446 721 598 1076</box>
article-body: play Manawatu on Monday, the 13th August. <box>770 34 902 43</box>
championship-table-cell: 3 <box>710 616 714 625</box>
article-body: Feilding now had a fine chance of scoring, but Hitchings accepted a free kick and the ball went over the line. Feilding then carried the ball into the Kea Kaha 25 again where Greig picked up and crossed the line near the corner. From this try no goal was kicked. Half-time arrived with the score 3 to nil in favour of Feilding. In the second spell the game was much faster, Kea Kaha often pressing the Feilding team, but the latter defended well and the game ended as stated—Feilding 3, Kea Kaha nil. Mr T. Hutchins was referee. <box>604 379 756 485</box>
article-body: (PER PRESS ASSOCIATION.) SYDNEY, This Day. It is reported that the Premier is in conflict with the Governor over Legislative Council appointments. Sir R. Duff declines to appoint more than three or four out of a dozen suggested, but Sir G. R. Dibbs claims the right to make appointments, although he has intimated that he intends to resign. It is also rumoured that the Premier has called for sanction of Bryan, directing his attention to the Governor's action. <box>762 1047 912 1143</box>
points-table-header-row <box>604 683 756 695</box>
article-body: [PER PRESS ASSOCIATION.] NAPIER, This Day. Mark Mitchell, settler, of Hastings, is missing, and it is believed he has committed suicide while suffering from melancholia. Mitchell was found in a sheep pool at Fraser's station and rescued, being very ill. While being conveyed to the Napier hospital he must have slipped out of the vehicle. The night was dark and though every search was made he could not be found. It is believed he got out of the cab while travelling alongside a dangerous spot at Pakowhai bridge and threw himself into the river. <box>918 1627 1004 1829</box>
ad-heaps <box>10 1076 136 1144</box>
championship-table-cell: Birmingham <box>605 639 641 648</box>
championship-table-row <box>604 627 756 639</box>
points-table-cell: 22 <box>697 730 705 739</box>
ad-signature: F. R. YOUNG, Agent s.s. Napier. <box>161 1204 263 1214</box>
article-headline: Memoranda <box>496 1084 548 1095</box>
ad-body: LOANS negotiated on freehold security at current rates. Agent for Commercial Union Fire Insurance Company, and Australian Mutual Provident Society (Life). Farms for sale in all parts of the district, from 100 to 1200 acres. Numerous town lots in Feilding and suburbs, with or without buildings. <box>142 333 282 401</box>
divider <box>162 76 262 77</box>
ad-title: TE ARO HOUSE <box>159 36 265 51</box>
ad-nz-clothing <box>10 337 136 574</box>
masthead-rule <box>8 28 1106 32</box>
championship-table-cell: 3 <box>710 604 714 613</box>
topic-line: RESIGNATION OF THE DIBBS GOVERNMENT. <box>922 669 1000 686</box>
ad-place: PALMERSTON NORTH. <box>173 63 251 71</box>
article-headline: Financial Statement Debate. <box>779 966 895 977</box>
ad-line: WILL COMMENCE <box>181 253 243 261</box>
article-body: Mr George Wright, of Okain's Bay, Banks Peninsula, sent Home by the Kaikoura some time ago a small shipment of cheese, and the returns received by the last mail show that it realised 58s per cwt. <box>446 34 598 82</box>
article-body: (PER PRESS ASSOCIATION.) SYDNEY, July 29. The Acacia, bound from the Thames to Melbourne, put in here to repair damage, she having encountered a hurricane while on the voyage. The water-tank was destroyed, and the crew had to be put on short allowance. What water they had was muddy. It is reported to-night that the Dibbs Government has resigned. MELBOURNE, This Day. Mr Reid denies that he informed the Hawaiian Government of the intention of the English Government to seize Necker Island. The Trades Council has decided not to support any candidate for municipal honours who does not favour a clause being inserted in municipal contracts fixing the minimum wages to be paid by a contractor as follows:—Unskilled labour, 6s to 8s per hour; skilled labour at Union rates. <box>918 688 1004 986</box>
article-body: (For Press Association.) PARIS, July 29. Clemenceau, the well known politician, and M P. Deschanel, a deputy, fought a duel yesterday, the latter being wounded in the cheek. <box>918 1854 1004 1922</box>
championship-table-row <box>604 615 756 627</box>
column-divider <box>915 34 916 1424</box>
article-body: The final game of the season between senior teams in the Manawatu Rugby Union was played on the Feilding ground on Saturday afternoon, between Feilding and Kea Kaha, resulting in a win for the former by three points to nil. The Feilding Club has thus established a splendid record for the season, winning 7 matches and having one drawn game to their credit, with not one goal scored against them. The first portion of the game was somewhat slow and scrambling, the teams being very evenly matched. The most noticeable run was made by Kendall who carried the ball from Feilding's twenty-five to midfield, where Isherwood stopped him. Foden ran and Sell retaliated with good runs, to Brittain who collared the latter and cleverly prevented this pass being passed to Isherwood. Robinson and Hewitt were playing well for their respective sides. Feilding were being pressed, when Bryce, Greig, Sanson and Oldman made things merry and carried the ball to Hitchings who mulled, but Hewitt supported him and by a good kick sent the ball well down the field. Watts materially assisted in returning it to the visitors' twenty-five, where Oldham got possession, and instead of making a dash for the coveted line, looked about for someone to pass to and was 'smothered' by the opposing defence. His passed two whole scrums hard. Coolish game followed, but there was soon play of every kind shown by the visitors. Pressed, Stewart and Kea Kaha worked up sufficiently well for the visitors to gain their first score and there was also Isherwood in the visitors' twenty-five. <box>604 60 756 377</box>
